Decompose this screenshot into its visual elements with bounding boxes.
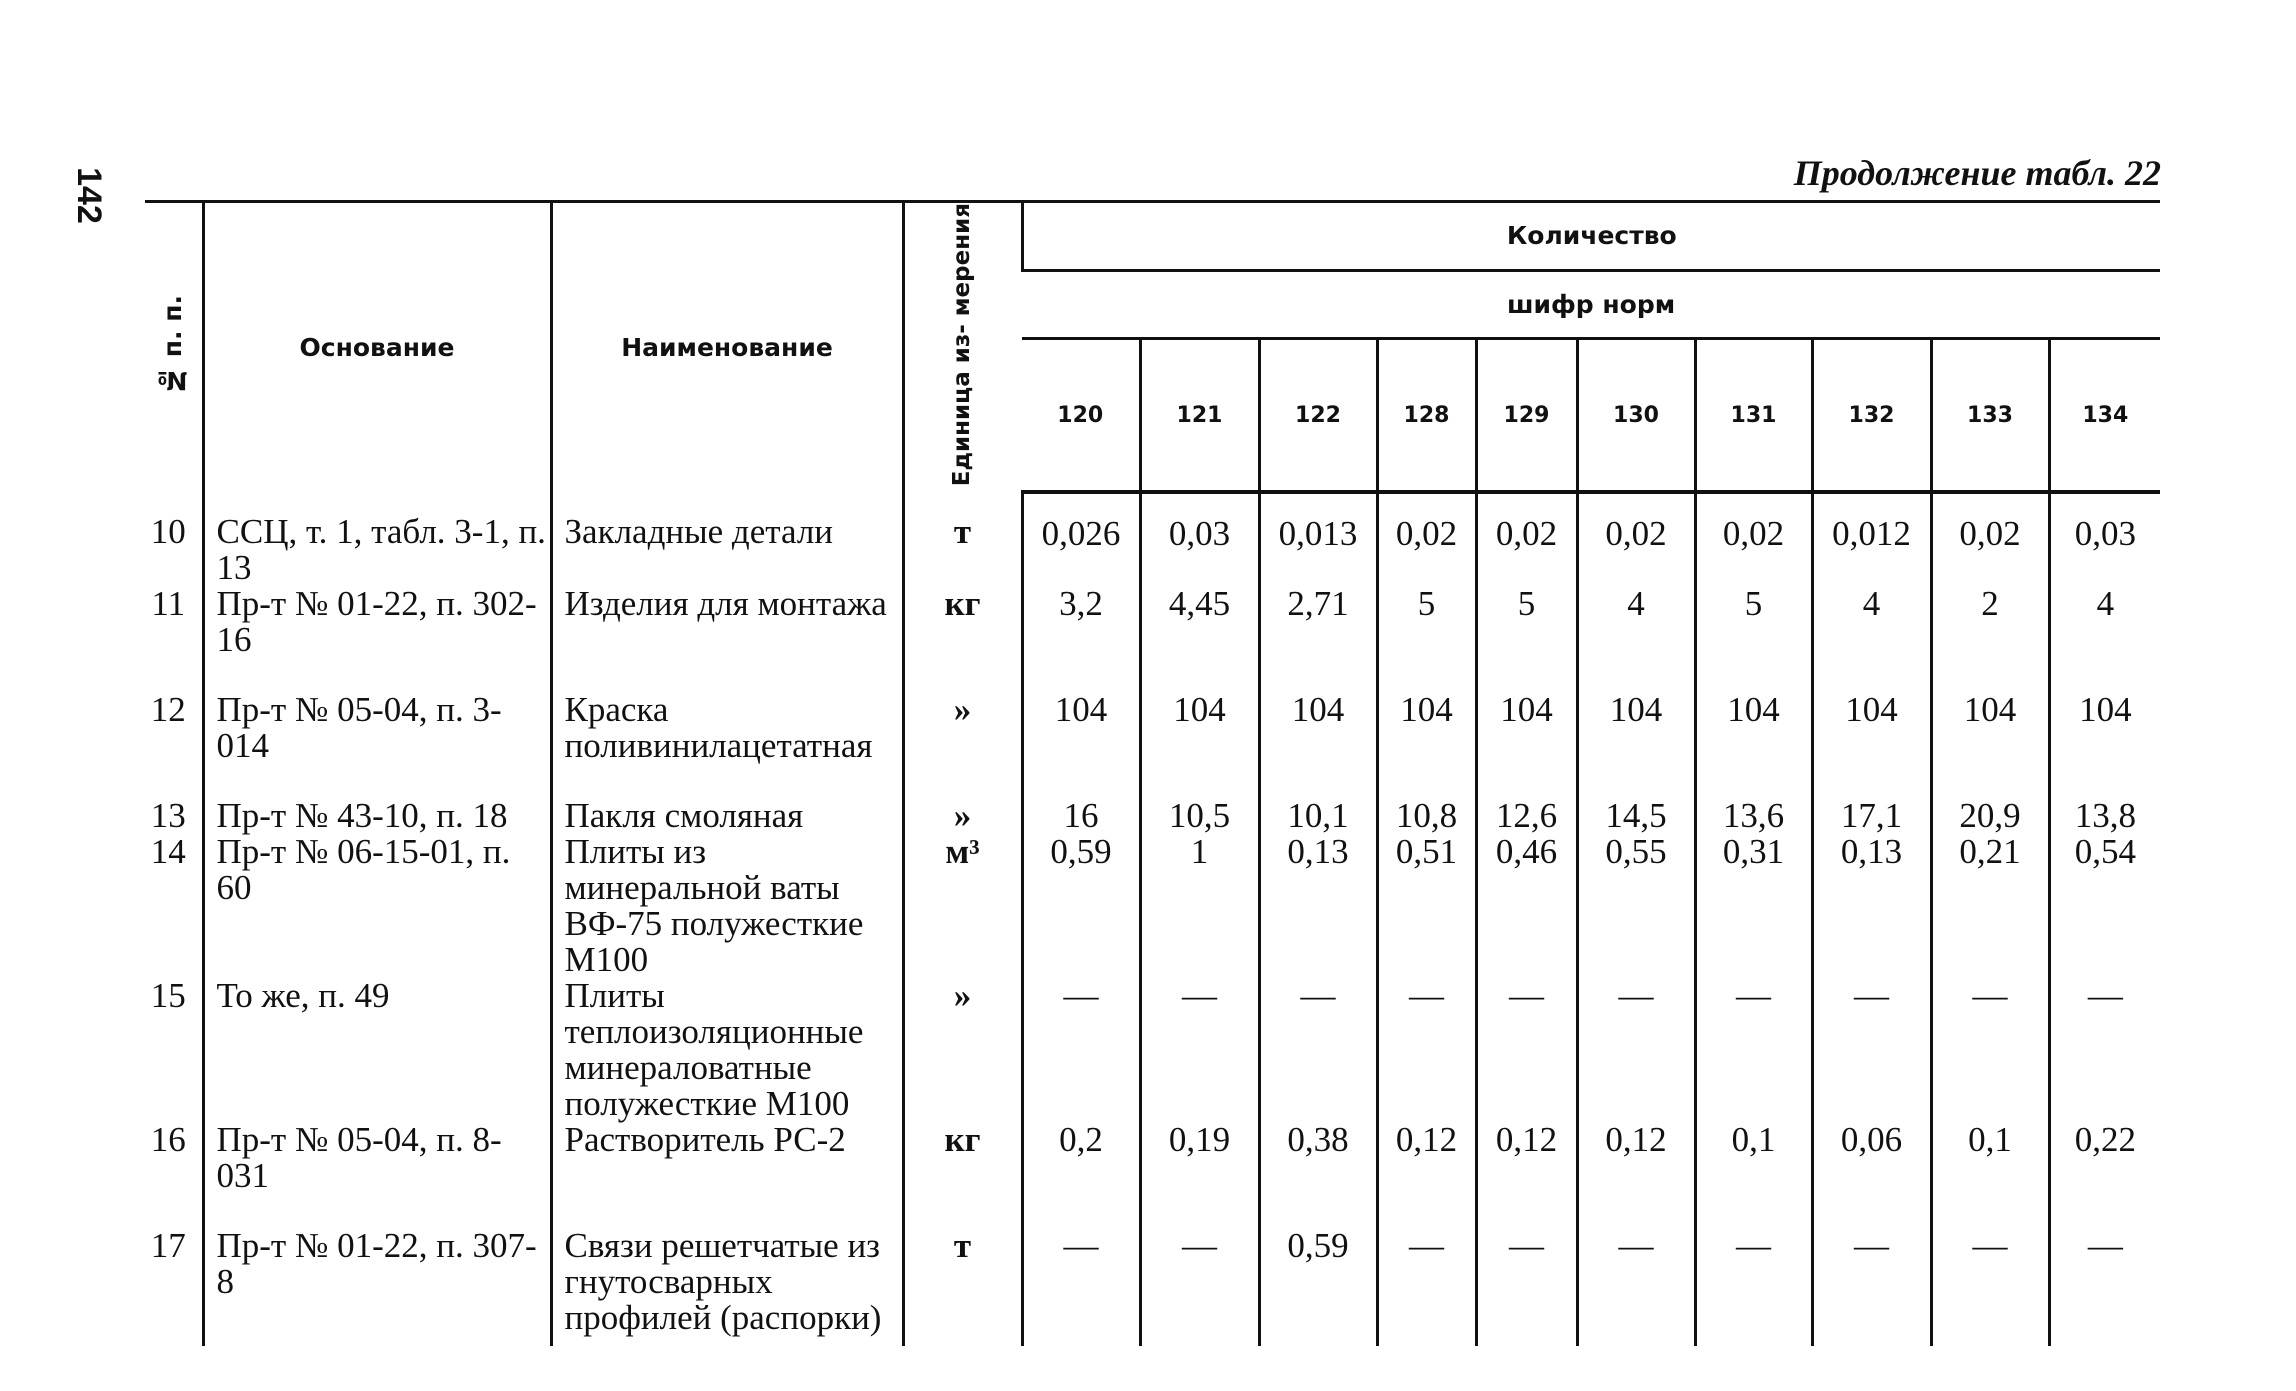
header-code: 122	[1259, 339, 1377, 492]
row-value: 104	[1931, 692, 2049, 798]
row-value: 5	[1476, 586, 1577, 692]
row-number: 12	[150, 690, 186, 730]
materials-table	[145, 200, 2160, 1346]
header-code: 133	[1931, 339, 2049, 492]
row-value: —	[1812, 978, 1931, 1122]
header-code: 129	[1476, 339, 1577, 492]
row-value: —	[1577, 978, 1695, 1122]
row-value: 4,45	[1140, 586, 1259, 692]
header-code: 134	[2049, 339, 2160, 492]
row-value: 0,02	[1377, 492, 1476, 586]
header-no: № п. п.	[145, 202, 203, 493]
header-unit: Единица из- мерения	[903, 202, 1022, 493]
header-code: 128	[1377, 339, 1476, 492]
row-basis: То же, п. 49	[203, 978, 551, 1122]
row-value: 0,21	[1931, 834, 2049, 978]
row-value: 10,8	[1377, 798, 1476, 834]
table-row	[145, 1228, 2160, 1346]
row-value: 0,38	[1259, 1122, 1377, 1228]
row-value: 0,03	[1140, 492, 1259, 586]
header-shifr: шифр норм	[1022, 270, 2160, 339]
row-unit: »	[903, 798, 1022, 834]
row-value: 0,19	[1140, 1122, 1259, 1228]
row-value: 0,51	[1377, 834, 1476, 978]
row-value: 5	[1377, 586, 1476, 692]
row-value: —	[1476, 978, 1577, 1122]
table-caption: Продолжение табл. 22	[1793, 153, 2161, 193]
table-row	[145, 798, 2160, 834]
row-value: 14,5	[1577, 798, 1695, 834]
header-basis: Основание	[203, 202, 551, 493]
row-value: 10,1	[1259, 798, 1377, 834]
header-quantity: Количество	[1022, 202, 2160, 271]
table-row	[145, 834, 2160, 978]
row-value: —	[1140, 1228, 1259, 1346]
row-value: 0,12	[1577, 1122, 1695, 1228]
row-value: —	[1140, 978, 1259, 1122]
row-value: —	[2049, 1228, 2160, 1346]
row-name: Растворитель РС-2	[551, 1122, 903, 1228]
table-row	[145, 692, 2160, 798]
row-value: 0,13	[1259, 834, 1377, 978]
header-code: 121	[1140, 339, 1259, 492]
row-value: 104	[1022, 692, 1140, 798]
row-value: 104	[1377, 692, 1476, 798]
row-basis: Пр-т № 05-04, п. 3-014	[203, 692, 551, 798]
row-value: 12,6	[1476, 798, 1577, 834]
header-name: Наименование	[551, 202, 903, 493]
row-basis: Пр-т № 05-04, п. 8-031	[203, 1122, 551, 1228]
row-value: 104	[1577, 692, 1695, 798]
row-number: 10	[150, 512, 186, 552]
row-value: 20,9	[1931, 798, 2049, 834]
row-value: 10,5	[1140, 798, 1259, 834]
row-value: 0,1	[1695, 1122, 1812, 1228]
row-value: 2,71	[1259, 586, 1377, 692]
row-value: 5	[1695, 586, 1812, 692]
row-number: 15	[150, 976, 186, 1016]
row-value: 0,026	[1022, 492, 1140, 586]
row-value: —	[1259, 978, 1377, 1122]
row-value: 4	[2049, 586, 2160, 692]
row-value: 104	[1812, 692, 1931, 798]
row-name: Пакля смоляная	[551, 798, 903, 834]
row-value: 4	[1812, 586, 1931, 692]
table-row	[145, 978, 2160, 1122]
row-basis: Пр-т № 01-22, п. 302-16	[203, 586, 551, 692]
row-basis: ССЦ, т. 1, табл. 3-1, п. 13	[203, 492, 551, 586]
row-value: 0,31	[1695, 834, 1812, 978]
row-number: 16	[150, 1120, 186, 1160]
row-unit: м³	[903, 834, 1022, 978]
header-code: 132	[1812, 339, 1931, 492]
row-value: 0,02	[1931, 492, 2049, 586]
row-value: —	[1695, 1228, 1812, 1346]
row-unit: т	[903, 492, 1022, 586]
table-row	[145, 1122, 2160, 1228]
row-value: 104	[1476, 692, 1577, 798]
row-unit: кг	[903, 586, 1022, 692]
row-basis: Пр-т № 43-10, п. 18	[203, 798, 551, 834]
row-value: 0,12	[1377, 1122, 1476, 1228]
row-value: 0,06	[1812, 1122, 1931, 1228]
row-value: —	[1022, 978, 1140, 1122]
row-number: 17	[150, 1226, 186, 1266]
table-row	[145, 492, 2160, 586]
row-value: —	[1022, 1228, 1140, 1346]
header-code: 120	[1022, 339, 1140, 492]
row-value: 16	[1022, 798, 1140, 834]
row-value: 0,2	[1022, 1122, 1140, 1228]
row-value: 0,46	[1476, 834, 1577, 978]
row-unit: кг	[903, 1122, 1022, 1228]
row-number: 11	[151, 584, 186, 624]
row-value: 0,1	[1931, 1122, 2049, 1228]
row-value: 3,2	[1022, 586, 1140, 692]
row-value: 0,12	[1476, 1122, 1577, 1228]
row-value: 0,59	[1259, 1228, 1377, 1346]
row-value: —	[1577, 1228, 1695, 1346]
row-value: 0,22	[2049, 1122, 2160, 1228]
row-value: 0,54	[2049, 834, 2160, 978]
row-value: —	[1812, 1228, 1931, 1346]
row-value: 104	[1140, 692, 1259, 798]
row-value: 1	[1140, 834, 1259, 978]
row-value: —	[1931, 1228, 2049, 1346]
row-value: 0,02	[1476, 492, 1577, 586]
row-name: Связи решетчатые из гнутосварных профилей (распорки)	[551, 1228, 903, 1346]
row-basis: Пр-т № 06-15-01, п. 60	[203, 834, 551, 978]
row-value: 104	[1259, 692, 1377, 798]
row-value: —	[2049, 978, 2160, 1122]
row-value: —	[1931, 978, 2049, 1122]
header-code: 130	[1577, 339, 1695, 492]
row-value: 0,012	[1812, 492, 1931, 586]
row-name: Плиты теплоизоляционные минераловатные полужесткие М100	[551, 978, 903, 1122]
row-value: 13,8	[2049, 798, 2160, 834]
row-value: 4	[1577, 586, 1695, 692]
table-row	[145, 586, 2160, 692]
row-value: 0,13	[1812, 834, 1931, 978]
row-value: 2	[1931, 586, 2049, 692]
row-unit: т	[903, 1228, 1022, 1346]
row-value: 13,6	[1695, 798, 1812, 834]
row-name: Плиты из минеральной ваты ВФ-75 полужесткие М100	[551, 834, 903, 978]
page-number: 142	[69, 166, 108, 224]
row-name: Закладные детали	[551, 492, 903, 586]
row-value: 0,03	[2049, 492, 2160, 586]
row-value: —	[1476, 1228, 1577, 1346]
row-unit: »	[903, 692, 1022, 798]
row-name: Краска поливинилацетатная	[551, 692, 903, 798]
row-value: 104	[1695, 692, 1812, 798]
row-unit: »	[903, 978, 1022, 1122]
row-value: 104	[2049, 692, 2160, 798]
header-code: 131	[1695, 339, 1812, 492]
row-value: —	[1377, 978, 1476, 1122]
row-value: 0,55	[1577, 834, 1695, 978]
row-value: —	[1695, 978, 1812, 1122]
row-number: 13	[150, 796, 186, 836]
row-value: 0,59	[1022, 834, 1140, 978]
row-value: 0,02	[1577, 492, 1695, 586]
row-name: Изделия для монтажа	[551, 586, 903, 692]
row-value: 17,1	[1812, 798, 1931, 834]
row-basis: Пр-т № 01-22, п. 307-8	[203, 1228, 551, 1346]
row-number: 14	[150, 832, 186, 872]
row-value: —	[1377, 1228, 1476, 1346]
row-value: 0,013	[1259, 492, 1377, 586]
row-value: 0,02	[1695, 492, 1812, 586]
